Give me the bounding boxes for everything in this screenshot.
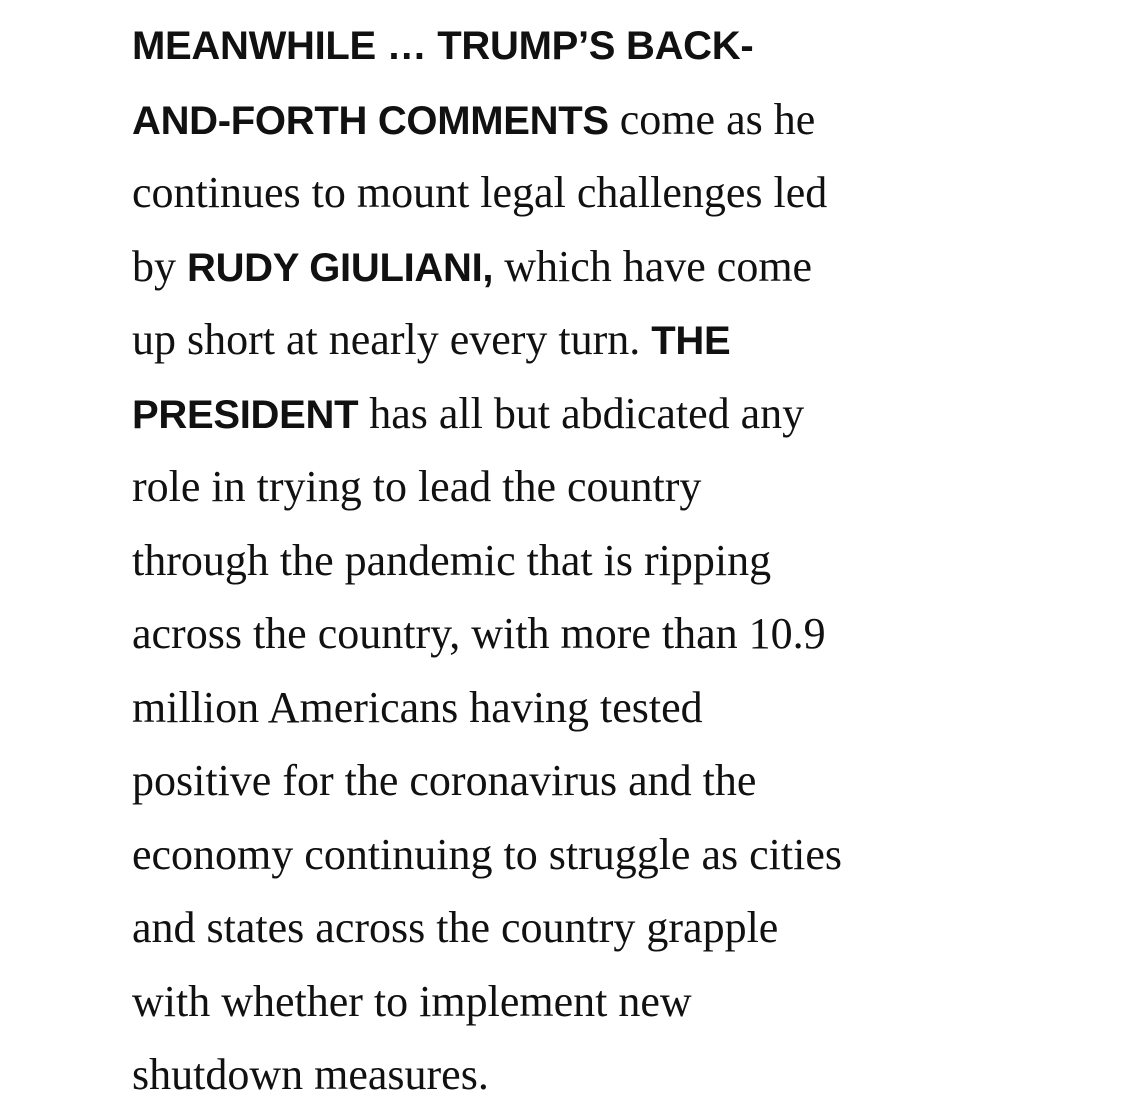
text-line <box>132 163 1002 237</box>
text-line <box>132 1045 1002 1119</box>
text-line <box>132 384 1002 458</box>
body-text: and states across the country grapple <box>132 903 779 952</box>
body-text: which have come <box>493 241 813 291</box>
text-line <box>132 898 1002 972</box>
text-line <box>132 457 1002 531</box>
text-line <box>132 678 1002 752</box>
body-text: by <box>132 241 187 291</box>
body-text: with whether to implement new <box>132 976 692 1026</box>
bold-lead-text: THE <box>651 319 731 363</box>
body-text: through the pandemic that is ripping <box>132 535 772 585</box>
text-line <box>132 751 1002 825</box>
bold-lead-text: MEANWHILE … TRUMP’S BACK- <box>132 24 754 68</box>
body-text: has all but abdicated any <box>358 388 805 438</box>
text-line <box>132 310 1002 384</box>
article-paragraph <box>132 16 1002 1119</box>
bold-lead-text: AND-FORTH COMMENTS <box>132 98 609 143</box>
body-text: million Americans having tested <box>132 682 703 732</box>
body-text: up short at nearly every turn. <box>132 315 652 364</box>
body-text: come as he <box>608 94 816 144</box>
body-text: positive for the coronavirus and the <box>132 756 757 805</box>
body-text: across the country, with more than 10.9 <box>132 609 826 658</box>
bold-lead-text: PRESIDENT <box>132 392 359 437</box>
text-line <box>132 972 1002 1046</box>
text-line <box>132 16 1002 90</box>
text-line <box>132 90 1002 164</box>
body-text: economy continuing to struggle as cities <box>132 829 842 879</box>
body-text: role in trying to lead the country <box>132 462 702 511</box>
text-line <box>132 825 1002 899</box>
text-line <box>132 237 1002 311</box>
body-text: shutdown measures. <box>132 1050 489 1099</box>
bold-name-text: RUDY GIULIANI, <box>187 245 494 290</box>
text-line <box>132 531 1002 605</box>
body-text: continues to mount legal challenges led <box>132 168 828 217</box>
text-line <box>132 604 1002 678</box>
